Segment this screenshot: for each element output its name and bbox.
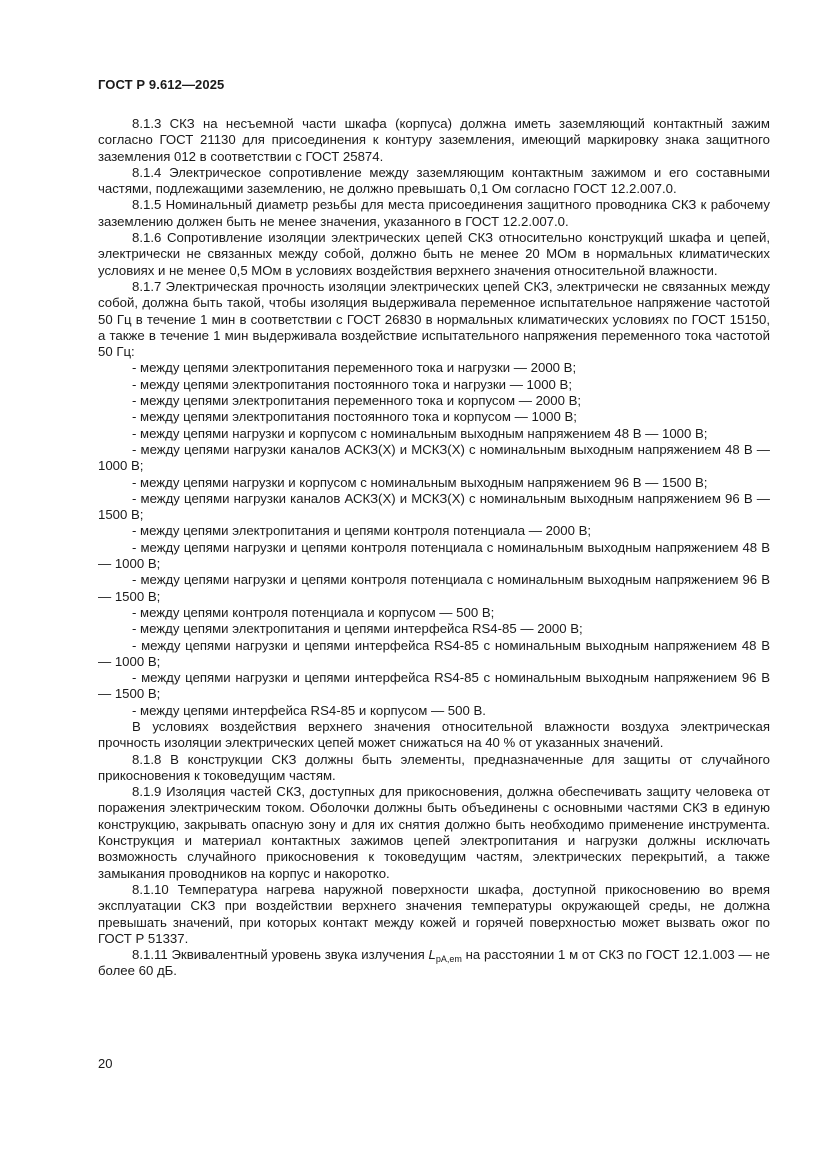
list-item: - между цепями нагрузки и цепями интерфейса RS4-85 с номинальным выходным напряжением 96 В — 1500 В; [98,670,770,702]
list-item: - между цепями нагрузки каналов АСКЗ(Х) и МСКЗ(Х) с номинальным выходным напряжением 96 В — 1500 В; [98,490,770,523]
list-item: - между цепями нагрузки и корпусом с номинальным выходным напряжением 48 В — 1000 В; [132,425,708,441]
list-item: - между цепями электропитания постоянного тока и нагрузки — 1000 В; [132,376,573,392]
paragraph: 8.1.8 В конструкции СКЗ должны быть элементы, предназначенные для защиты от случайного прикосновения к токоведущим частям. [98,751,770,783]
page-number: 20 [98,1056,113,1071]
paragraph: В условиях воздействия верхнего значения относительной влажности воздуха электрическая прочность изоляции электрических цепей может снижаться на 40 % от указанных значений. [98,718,770,751]
list-item: - между цепями контроля потенциала и корпусом — 500 В; [132,604,495,620]
clause-text-end: на расстоянии 1 м от СКЗ по ГОСТ 12.1.003 — не более 60 дБ. [98,947,770,979]
paragraph: 8.1.5 Номинальный диаметр резьбы для места присоединения защитного проводника СКЗ к рабочему заземлению должен быть не менее значения, указанного в ГОСТ 12.2.007.0. [98,197,770,229]
paragraph: 8.1.4 Электрическое сопротивление между заземляющим контактным зажимом и его составными частями, подлежащими заземлению, не должно превышать 0,1 Ом согласно ГОСТ 12.2.007.0. [98,164,770,197]
sound-level-subscript: pA,em [435,954,462,965]
list-item: - между цепями электропитания постоянного тока и корпусом — 1000 В; [132,409,577,425]
list-item: - между цепями интерфейса RS4-85 и корпусом — 500 В. [132,702,486,718]
paragraph: 8.1.10 Температура нагрева наружной поверхности шкафа, доступной прикосновению во время эксплуатации СКЗ при воздействии верхнего значения температуры окружающей среды, не должна превышать значений, при которых контакт между кожей и горячей поверхностью может вызвать ожог по ГОСТ Р 51337. [98,881,770,946]
list-item: - между цепями нагрузки и цепями контроля потенциала с номинальным выходным напряжением 48 В — 1000 В; [98,539,770,572]
paragraph-8-1-11 [98,947,770,980]
list-item: - между цепями электропитания и цепями интерфейса RS4-85 — 2000 В; [132,621,583,637]
clause-text-start: 8.1.11 Эквивалентный уровень звука излучения [132,947,429,963]
list-item: - между цепями электропитания и цепями контроля потенциала — 2000 В; [132,523,592,539]
list-item: - между цепями нагрузки и цепями интерфейса RS4-85 с номинальным выходным напряжением 48 В — 1000 В; [98,637,770,669]
paragraph: 8.1.9 Изоляция частей СКЗ, доступных для прикосновения, должна обеспечивать защиту человека от поражения электрическим током. Оболочки должны быть объединены с основными частями СКЗ в единую конструкцию, закрывать опасную зону и для их снятия должно быть необходимо применение инструмента. Конструкция и материал контактных зажимов цепей электропитания и нагрузки должны исключать возможность случайного прикосновения к токоведущим частям, электрических перекрытий, а также замыкания проводников на корпус и накоротко. [98,784,770,881]
sound-level-symbol: L [428,947,436,963]
list-item: - между цепями нагрузки и корпусом с номинальным выходным напряжением 96 В — 1500 В; [132,474,708,490]
paragraph: 8.1.6 Сопротивление изоляции электрических цепей СКЗ относительно конструкций шкафа и цепей, электрически не связанных между собой, должно быть не менее 20 МОм в нормальных климатических условиях и не менее 0,5 МОм в условиях воздействия верхнего значения относительной влажности. [98,230,770,278]
list-item: - между цепями электропитания переменного тока и нагрузки — 2000 В; [132,360,577,376]
list-item: - между цепями электропитания переменного тока и корпусом — 2000 В; [132,393,582,409]
paragraph: 8.1.7 Электрическая прочность изоляции электрических цепей СКЗ, электрически не связанных между собой, должна быть такой, чтобы изоляция выдерживала переменное испытательное напряжение частотой 50 Гц в течение 1 мин в соответствии с ГОСТ 26830 в нормальных климатических условиях по ГОСТ 15150, а также в течение 1 мин выдерживала воздействие испытательного напряжения переменного тока частотой 50 Гц: [98,278,770,360]
list-item: - между цепями нагрузки и цепями контроля потенциала с номинальным выходным напряжением 96 В — 1500 В; [98,572,770,604]
list-item: - между цепями нагрузки каналов АСКЗ(Х) и МСКЗ(Х) с номинальным выходным напряжением 48 В — 1000 В; [98,441,770,474]
document-header: ГОСТ Р 9.612—2025 [98,77,225,92]
paragraph: 8.1.3 СКЗ на несъемной части шкафа (корпуса) должна иметь заземляющий контактный зажим согласно ГОСТ 21130 для присоединения к контуру заземления, имеющий маркировку знака защитного заземления 012 в соответствии с ГОСТ 25874. [98,116,770,164]
document-body [98,116,770,980]
